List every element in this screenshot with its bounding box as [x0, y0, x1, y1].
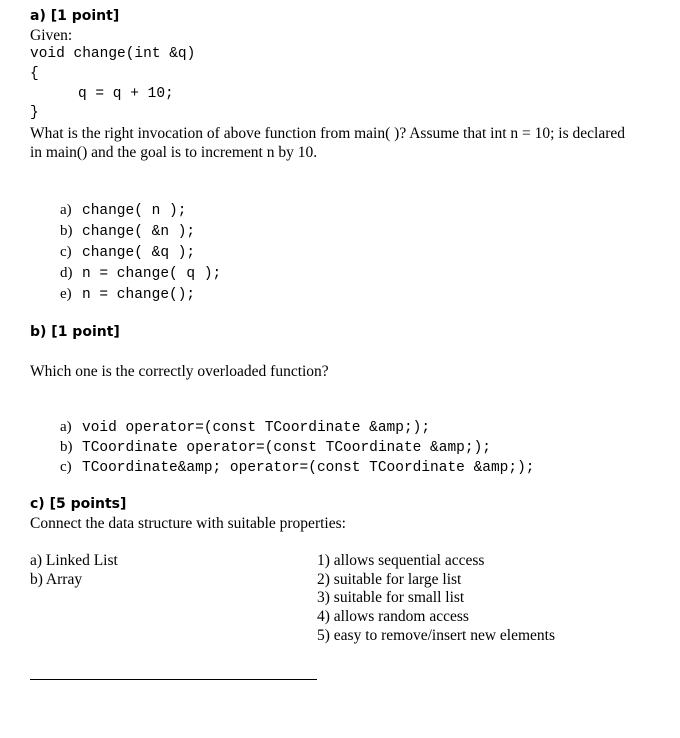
option-label: c)	[60, 244, 72, 260]
part-a-given-label: Given:	[30, 27, 73, 44]
option-text: n = change( q );	[82, 266, 222, 282]
part-b-heading: b) [1 point]	[30, 324, 120, 340]
option-text: TCoordinate&amp; operator=(const TCoordinate &amp;);	[82, 460, 535, 476]
part-a-question-line-2: in main() and the goal is to increment n by 10.	[30, 144, 318, 161]
part-a-heading: a) [1 point]	[30, 8, 120, 24]
option-label: c)	[60, 459, 72, 475]
property-3: 3) suitable for small list	[317, 589, 465, 606]
option-text: change( n );	[82, 203, 187, 219]
part-a-option-e	[52, 267, 195, 303]
property-4: 4) allows random access	[317, 608, 469, 625]
part-a-question-line-1: What is the right invocation of above function from main( )? Assume that int n = 10; is declared	[30, 125, 626, 142]
option-label: d)	[60, 265, 73, 281]
option-label: a)	[60, 419, 72, 435]
property-2: 2) suitable for large list	[317, 571, 462, 588]
code-line-body: q = q + 10;	[78, 86, 174, 102]
option-text: change( &q );	[82, 245, 196, 261]
code-line-open-brace: {	[30, 66, 39, 82]
option-text: change( &n );	[82, 224, 196, 240]
code-line-signature: void change(int &q)	[30, 46, 196, 62]
option-text: TCoordinate operator=(const TCoordinate &amp;);	[82, 440, 491, 456]
part-b-option-c	[52, 440, 534, 476]
option-text: void operator=(const TCoordinate &amp;);	[82, 420, 431, 436]
option-label: e)	[60, 286, 72, 302]
property-1: 1) allows sequential access	[317, 552, 485, 569]
part-c-instruction: Connect the data structure with suitable properties:	[30, 515, 346, 532]
part-c-heading: c) [5 points]	[30, 496, 127, 512]
code-line-close-brace: }	[30, 105, 39, 121]
answer-divider-line	[30, 679, 317, 680]
property-5: 5) easy to remove/insert new elements	[317, 627, 556, 644]
part-b-question: Which one is the correctly overloaded function?	[30, 363, 329, 380]
option-label: a)	[60, 202, 72, 218]
option-label: b)	[60, 223, 73, 239]
structure-array: b) Array	[30, 571, 83, 588]
option-label: b)	[60, 439, 73, 455]
structure-linked-list: a) Linked List	[30, 552, 118, 569]
option-text: n = change();	[82, 287, 196, 303]
